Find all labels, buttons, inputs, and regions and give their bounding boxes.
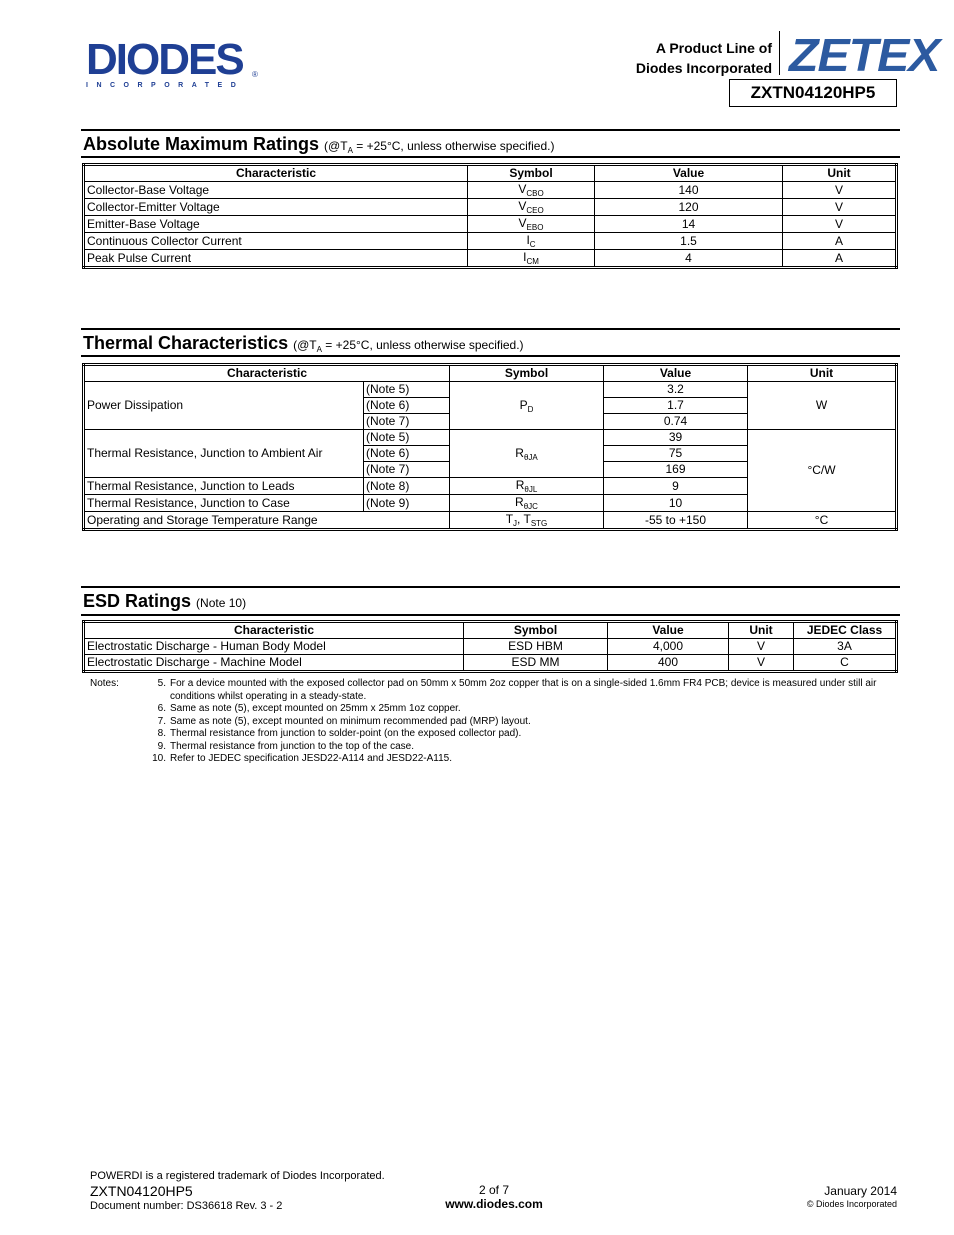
section-rule-bottom — [81, 156, 900, 158]
table-header-row: Characteristic Symbol Value Unit — [84, 365, 897, 382]
table-row: (Note 6) 75 — [84, 446, 897, 462]
section-rule-top — [81, 129, 900, 131]
abs-max-table — [82, 163, 898, 269]
table-row: Thermal Resistance, Junction to Case (Note 9) $R_{\theta JC}$ 10 — [84, 495, 897, 512]
esd-table — [82, 620, 898, 673]
note-item: 10. Refer to JEDEC specification JESD22-A114 and JESD22-A115. — [152, 753, 452, 764]
section-title-abs-max: Absolute Maximum Ratings ($@T_A = +25^\circ C$, unless otherwise specified.) — [83, 134, 555, 155]
product-line-text: A Product Line of Diodes Incorporated — [635, 40, 772, 76]
footer-date: January 2014 — [824, 1184, 897, 1198]
table-row: Power Dissipation (Note 5) $P_D$ 3.2 W — [84, 382, 897, 398]
note-item: 5. For a device mounted with the exposed collector pad on 50mm x 50mm 2oz copper that is on a single-sided 1.6mm FR4 PCB; device is measured under still air conditions whilst operating in a steady-state. — [157, 678, 877, 702]
part-number-box: ZXTN04120HP5 — [729, 79, 897, 107]
note-item: 8. Thermal resistance from junction to solder-point (on the exposed collector pad). — [157, 728, 522, 739]
section-title-esd: ESD Ratings (Note 10) — [83, 591, 247, 611]
table-row: Electrostatic Discharge - Human Body Model ESD HBM 4,000 V 3A — [84, 639, 897, 655]
footer-doc-number: Document number: DS36618 Rev. 3 - 2 — [90, 1200, 283, 1212]
zetex-logo: ZETEX — [789, 29, 940, 81]
diodes-logo — [86, 35, 258, 89]
logo-subtext: INCORPORATED — [86, 82, 245, 89]
table-row: (Note 7) 169 — [84, 462, 897, 478]
note-item: 7. Same as note (5), except mounted on minimum recommended pad (MRP) layout. — [157, 715, 531, 727]
notes-label: Notes: — [90, 678, 119, 689]
table-row: (Note 7) 0.74 — [84, 414, 897, 430]
section-rule-top — [81, 586, 900, 588]
header-divider — [779, 31, 780, 75]
footer-part-number: ZXTN04120HP5 — [90, 1183, 193, 1199]
footer-copyright: © Diodes Incorporated — [806, 1199, 897, 1209]
section-rule-bottom — [81, 355, 900, 357]
note-item: 9. Thermal resistance from junction to the top of the case. — [157, 740, 415, 752]
logo-wordmark: DIODES — [86, 35, 243, 84]
table-row: Collector-Emitter Voltage $V_{CEO}$ 120 V — [84, 199, 897, 216]
table-row: Electrostatic Discharge - Machine Model ESD MM 400 V C — [84, 655, 897, 672]
section-rule-bottom — [81, 614, 900, 616]
table-row: Continuous Collector Current $I_C$ 1.5 A — [84, 233, 897, 250]
section-rule-top — [81, 328, 900, 330]
table-row: (Note 6) 1.7 — [84, 398, 897, 414]
note-item: 6. Same as note (5), except mounted on 25mm x 25mm 1oz copper. — [157, 703, 461, 714]
table-row: Emitter-Base Voltage $V_{EBO}$ 14 V — [84, 216, 897, 233]
table-row: Thermal Resistance, Junction to Leads (Note 8) $R_{\theta JL}$ 9 — [84, 478, 897, 495]
footer-trademark: POWERDI is a registered trademark of Diodes Incorporated. — [90, 1170, 385, 1182]
table-row: Thermal Resistance, Junction to Ambient Air (Note 5) $R_{\theta JA}$ 39 °C/W — [84, 430, 897, 446]
footer-website-link[interactable]: www.diodes.com — [445, 1197, 543, 1211]
thermal-table — [82, 363, 898, 531]
table-row: Collector-Base Voltage $V_{CBO}$ 140 V — [84, 182, 897, 199]
footer-page-number: 2 of 7 — [478, 1183, 510, 1197]
table-header-row: Characteristic Symbol Value Unit JEDEC Class — [84, 622, 897, 639]
logo-registered-mark: ® — [252, 70, 258, 79]
table-header-row: Characteristic Symbol Value Unit — [84, 165, 897, 182]
table-row: Peak Pulse Current $I_{CM}$ 4 A — [84, 250, 897, 268]
table-row: Operating and Storage Temperature Range $T_J$, $T_{STG}$ -55 to +150 °C — [84, 512, 897, 530]
section-title-thermal: Thermal Characteristics ($@T_A = +25^\circ C$, unless otherwise specified.) — [83, 333, 524, 354]
